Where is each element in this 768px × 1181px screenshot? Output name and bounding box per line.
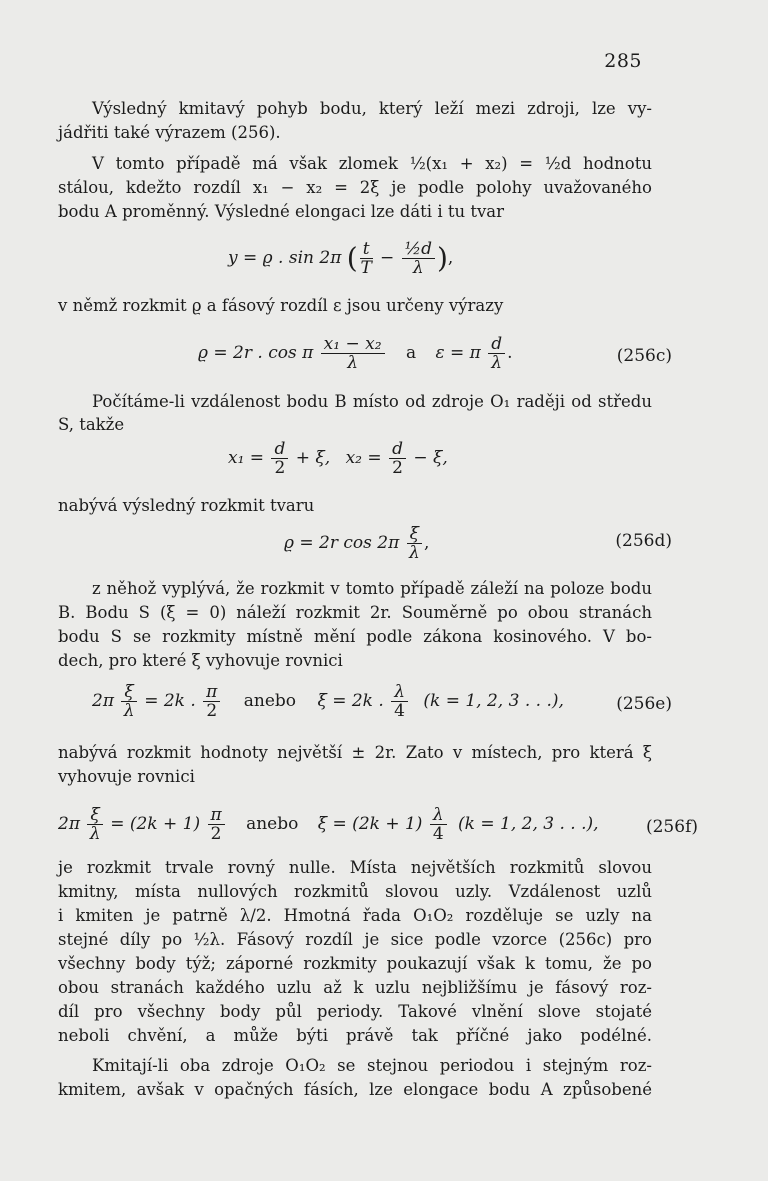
text-line: nabývá výsledný rozkmit tvaru bbox=[58, 496, 315, 515]
text-line: B. Bodu S (ξ = 0) náleží rozkmit 2r. Souměrně po obou stranách bbox=[58, 603, 652, 622]
text-line: Kmitají-li oba zdroje O₁O₂ se stejnou periodou i stejným roz- bbox=[92, 1056, 652, 1075]
text-line: jádřiti také výrazem (256). bbox=[58, 123, 281, 142]
text-line: S, takže bbox=[58, 415, 125, 434]
text-line: díl pro všechny body půl periody. Takové vlnění slove stojaté bbox=[58, 1002, 652, 1021]
text-line: Výsledný kmitavý pohyb bodu, který leží mezi zdroji, lze vy- bbox=[92, 99, 652, 118]
text-line: vyhovuje rovnici bbox=[58, 767, 195, 786]
text-line: je rozkmit trvale rovný nulle. Místa největších rozkmitů slovou bbox=[58, 858, 652, 877]
text-line: bodu S se rozkmity místně mění podle zákona kosinového. V bo- bbox=[58, 627, 652, 646]
text-line: bodu A proměnný. Výsledné elongaci lze dáti i tu tvar bbox=[58, 202, 505, 221]
text-line: všechny body týž; záporné rozkmity poukazují však k tomu, že po bbox=[58, 954, 652, 973]
text-line: stejné díly po ½λ. Fásový rozdíl je sice podle vzorce (256c) pro bbox=[58, 930, 652, 949]
equation-256e: 2π $\frac{\xi}{\lambda}$ = 2k . $\frac{\pi}{2}$ anebo ξ = 2k . $\frac{\lambda}{4}$ (k = 1, 2, 3 . . .), bbox=[92, 682, 564, 721]
text-line: kmitem, avšak v opačných fásích, lze elongace bodu A způsobené bbox=[58, 1080, 652, 1099]
text-line: V tomto případě má však zlomek ½(x₁ + x₂) = ½d hodnotu bbox=[92, 154, 652, 173]
equation-label: (256d) bbox=[615, 531, 672, 551]
text-line: stálou, kdežto rozdíl x₁ − x₂ = 2ξ je podle polohy uvažovaného bbox=[58, 178, 652, 197]
text-line: Počítáme-li vzdálenost bodu B místo od zdroje O₁ raději od středu bbox=[92, 392, 652, 411]
equation-label: (256e) bbox=[616, 694, 672, 714]
text-line: v němž rozkmit ϱ a fásový rozdíl ε jsou určeny výrazy bbox=[58, 296, 504, 315]
equation-label: (256f) bbox=[645, 817, 698, 837]
text-line: kmitny, místa nullových rozkmitů slovou uzly. Vzdálenost uzlů bbox=[58, 882, 652, 901]
text-line: z něhož vyplývá, že rozkmit v tomto případě záleží na poloze bodu bbox=[92, 579, 652, 598]
equation-elongation: y = ϱ . sin 2π ( $\frac{t}{T}$ − $\frac{\text{½d}}{\lambda}$ ), bbox=[228, 239, 454, 278]
text-line: nabývá rozkmit hodnoty největší ± 2r. Zato v místech, pro která ξ bbox=[58, 743, 652, 762]
page-number: 285 bbox=[604, 50, 642, 72]
text-line: i kmiten je patrně λ/2. Hmotná řada O₁O₂ rozděluje se uzly na bbox=[58, 906, 652, 925]
text-line: obou stranách každého uzlu až k uzlu nejbližšímu je fásový roz- bbox=[58, 978, 652, 997]
equation-256f: 2π $\frac{\xi}{\lambda}$ = (2k + 1) $\frac{\pi}{2}$ anebo ξ = (2k + 1) $\frac{\lambda}{4}$ (k = 1, 2, 3 . . .), bbox=[58, 805, 599, 844]
equation-256c: ϱ = 2r . cos π $\frac{\text{x₁ − x₂}}{\lambda}$ a ε = π $\frac{d}{\lambda}$ . bbox=[198, 334, 513, 373]
equation-label: (256c) bbox=[616, 346, 672, 366]
equation-256d: ϱ = 2r cos 2π $\frac{\xi}{\lambda}$ , bbox=[284, 524, 430, 563]
text-line: neboli chvění, a může býti právě tak příčné jako podélné. bbox=[58, 1026, 652, 1045]
text-line: dech, pro které ξ vyhovuje rovnici bbox=[58, 651, 343, 670]
equation-positions: x₁ = $\frac{d}{2}$ + ξ, x₂ = $\frac{d}{2}$ − ξ, bbox=[228, 439, 448, 478]
